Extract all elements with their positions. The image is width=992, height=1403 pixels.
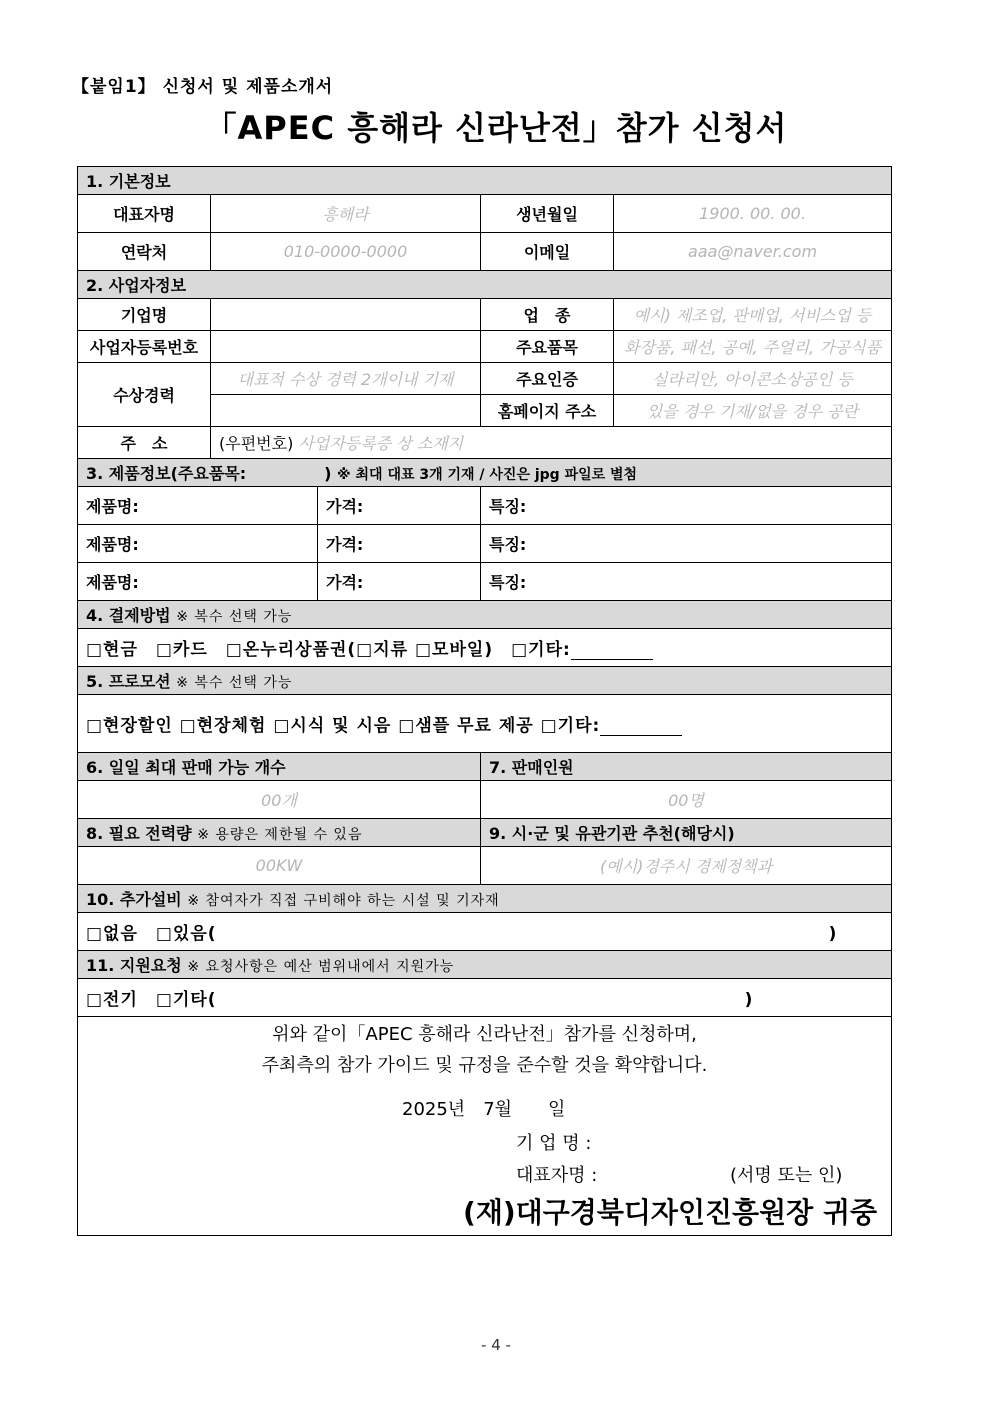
homepage-label: 홈페이지 주소 xyxy=(481,395,614,427)
award-field-1[interactable]: 대표적 수상 경력 2개이내 기재 xyxy=(211,363,481,395)
product-2-price[interactable]: 가격: xyxy=(318,525,481,563)
product-1-name[interactable]: 제품명: xyxy=(78,487,318,525)
closing-line-1: 위와 같이「APEC 흥해라 신라난전」참가를 신청하며, xyxy=(272,1024,697,1045)
page-number: - 4 - xyxy=(481,1336,511,1354)
closing-block xyxy=(78,1017,892,1236)
power-field[interactable]: 00KW xyxy=(78,847,481,885)
support-request-options[interactable]: □전기 □기타( ) xyxy=(78,979,892,1017)
section-power-header: 8. 필요 전력량 ※ 용량은 제한될 수 있음 xyxy=(78,819,481,847)
cert-field[interactable]: 실라리안, 아이콘소상공인 등 xyxy=(614,363,892,395)
product-1-price[interactable]: 가격: xyxy=(318,487,481,525)
payment-options-text: □현금 □카드 □온누리상품권(□지류 □모바일) □기타: xyxy=(86,640,571,660)
bizno-label: 사업자등록번호 xyxy=(78,331,211,363)
rep-name-field[interactable]: 흥해라 xyxy=(211,195,481,233)
sales-staff-field[interactable]: 00명 xyxy=(481,781,892,819)
page-title: 「APEC 흥해라 신라난전」참가 신청서 xyxy=(204,109,788,147)
sign-or-seal-note: (서명 또는 인) xyxy=(730,1165,843,1186)
promotion-other-blank[interactable] xyxy=(600,719,682,736)
email-field[interactable]: aaa@naver.com xyxy=(614,233,892,271)
product-info-note: ※ 최대 대표 3개 기재 / 사진은 jpg 파일로 별첨 xyxy=(337,467,638,483)
section-business-info-header: 2. 사업자정보 xyxy=(78,271,892,299)
address-label: 주 소 xyxy=(78,427,211,459)
recommendation-field[interactable]: (예시)경주시 경제정책과 xyxy=(481,847,892,885)
product-1-feature[interactable]: 특징: xyxy=(481,487,892,525)
section-support-request-header: 11. 지원요청 ※ 요청사항은 예산 범위내에서 지원가능 xyxy=(78,951,892,979)
product-3-feature[interactable]: 특징: xyxy=(481,563,892,601)
contact-field[interactable]: 010-0000-0000 xyxy=(211,233,481,271)
main-items-label: 주요품목 xyxy=(481,331,614,363)
rep-name-label: 대표자명 xyxy=(78,195,211,233)
product-2-name[interactable]: 제품명: xyxy=(78,525,318,563)
email-label: 이메일 xyxy=(481,233,614,271)
bizno-field[interactable] xyxy=(211,331,481,363)
rep-sign-label: 대표자명 : xyxy=(516,1165,598,1186)
payment-other-blank[interactable] xyxy=(571,643,653,660)
section-extra-equipment-header: 10. 추가설비 ※ 참여자가 직접 구비해야 하는 시설 및 기자재 xyxy=(78,885,892,913)
product-3-name[interactable]: 제품명: xyxy=(78,563,318,601)
closing-line-2: 주최측의 참가 가이드 및 규정을 준수할 것을 확약합니다. xyxy=(261,1055,708,1076)
company-sign-label: 기 업 명 : xyxy=(516,1133,592,1154)
birth-label: 생년월일 xyxy=(481,195,614,233)
application-form xyxy=(77,166,892,1236)
award-field-2[interactable] xyxy=(211,395,481,427)
address-prefix: (우편번호) xyxy=(219,434,294,453)
section-product-info-header: 3. 제품정보(주요품목: ) ※ 최대 대표 3개 기재 / 사진은 jpg 파일로 별첨 xyxy=(78,459,892,487)
birth-field[interactable]: 1900. 00. 00. xyxy=(614,195,892,233)
product-2-feature[interactable]: 특징: xyxy=(481,525,892,563)
main-items-field[interactable]: 화장품, 패션, 공예, 주얼리, 가공식품 xyxy=(614,331,892,363)
extra-equipment-options[interactable]: □없음 □있음( ) xyxy=(78,913,892,951)
cert-label: 주요인증 xyxy=(481,363,614,395)
attachment-label: 【붙임1】 신청서 및 제품소개서 xyxy=(72,77,334,97)
contact-label: 연락처 xyxy=(78,233,211,271)
issuer: (재)대구경북디자인진흥원장 귀중 xyxy=(463,1196,878,1229)
company-field[interactable] xyxy=(211,299,481,331)
signature-area xyxy=(86,1081,883,1231)
section-payment-header: 4. 결제방법 ※ 복수 선택 가능 xyxy=(78,601,892,629)
address-field[interactable] xyxy=(211,427,892,459)
section-sales-staff-header: 7. 판매인원 xyxy=(481,753,892,781)
industry-field[interactable]: 예시) 제조업, 판매업, 서비스업 등 xyxy=(614,299,892,331)
application-date: 2025년 7월 일 xyxy=(402,1099,566,1120)
section-promotion-header: 5. 프로모션 ※ 복수 선택 가능 xyxy=(78,667,892,695)
section-recommendation-header: 9. 시·군 및 유관기관 추천(해당시) xyxy=(481,819,892,847)
daily-max-field[interactable]: 00개 xyxy=(78,781,481,819)
industry-label: 업 종 xyxy=(481,299,614,331)
product-3-price[interactable]: 가격: xyxy=(318,563,481,601)
payment-options[interactable] xyxy=(78,629,892,667)
section-basic-info-header: 1. 기본정보 xyxy=(78,167,892,195)
award-label: 수상경력 xyxy=(78,363,211,427)
promotion-options[interactable] xyxy=(78,695,892,753)
promotion-options-text: □현장할인 □현장체험 □시식 및 시음 □샘플 무료 제공 □기타: xyxy=(86,716,601,736)
homepage-field[interactable]: 있을 경우 기재/없을 경우 공란 xyxy=(614,395,892,427)
address-placeholder: 사업자등록증 상 소재지 xyxy=(298,434,464,453)
section-daily-max-header: 6. 일일 최대 판매 가능 개수 xyxy=(78,753,481,781)
company-label: 기업명 xyxy=(78,299,211,331)
